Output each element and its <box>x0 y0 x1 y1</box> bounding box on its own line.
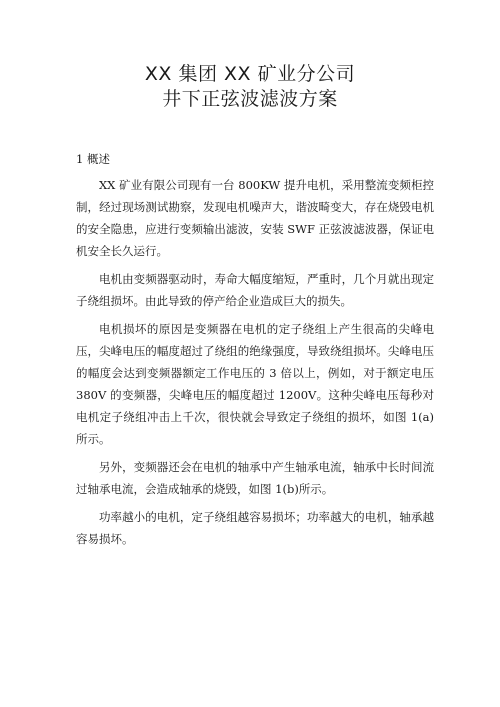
paragraph-bearing: 另外，变频器还会在电机的轴承中产生轴承电流，轴承中长时间流过轴承电流，会造成轴承的烧毁，如图 1(b)所示。 <box>76 460 434 496</box>
document-body <box>76 150 434 556</box>
document-title <box>0 62 500 112</box>
title-subject: 井下正弦波滤波方案 <box>162 88 338 110</box>
paragraph-intro: XX 矿业有限公司现有一台 800KW 提升电机，采用整流变频柜控制，经过现场测试勘察，发现电机噪声大，谐波畸变大，存在烧毁电机的安全隐患，应进行变频输出滤波，安装 SWF 正弦波滤波器，保证电机安全长久运行。 <box>76 178 434 258</box>
paragraph-cause: 电机损坏的原因是变频器在电机的定子绕组上产生很高的尖峰电压，尖峰电压的幅度超过了绕组的绝缘强度，导致绕组损坏。尖峰电压的幅度会达到变频器额定工作电压的 3 倍以上，例如，对于额定电压 380V 的变频器，尖峰电压的幅度超过 1200V。这种尖峰电压每秒对电机定子绕组冲击上千次，很快就会导致定子绕组的损坏，如图 1(a)所示。 <box>76 322 434 446</box>
paragraph-lifespan: 电机由变频器驱动时，寿命大幅度缩短，严重时，几个月就出现定子绕组损坏。由此导致的停产给企业造成巨大的损失。 <box>76 272 434 308</box>
title-company: XX 集团 XX 矿业分公司 <box>144 63 356 85</box>
paragraph-power: 功率越小的电机，定子绕组越容易损坏；功率越大的电机，轴承越容易损坏。 <box>76 510 434 546</box>
section-heading-overview: 1 概述 <box>76 152 110 166</box>
